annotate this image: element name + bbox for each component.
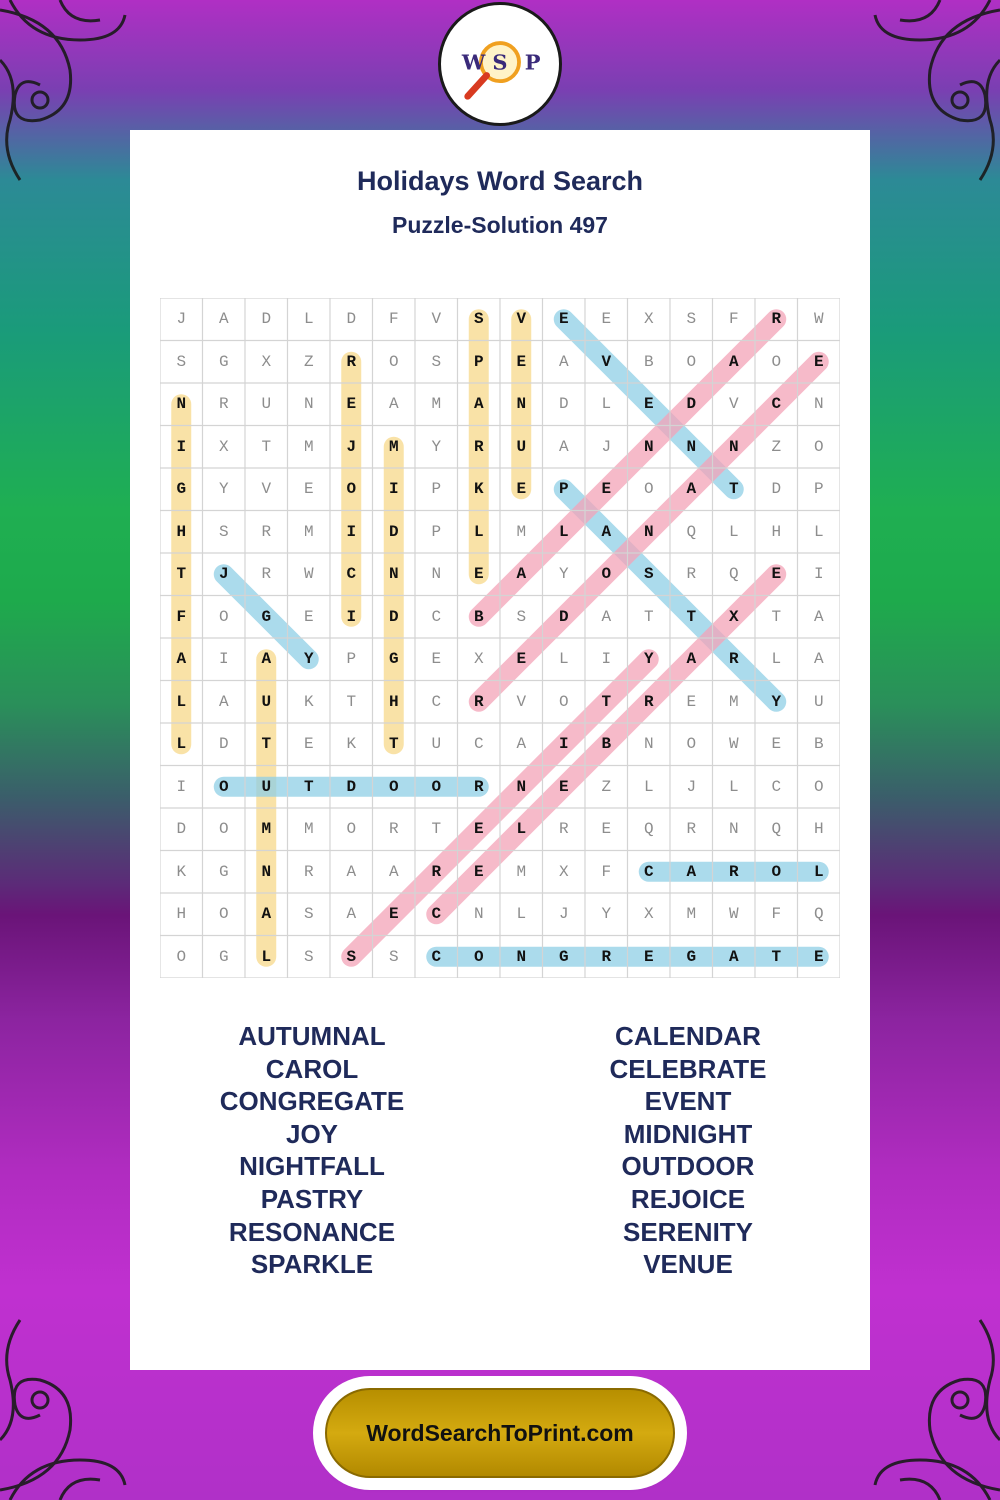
grid-cell[interactable]: T [261, 437, 272, 456]
grid-cell[interactable]: O [601, 565, 612, 584]
grid-cell[interactable]: Z [303, 352, 314, 371]
grid-cell[interactable]: R [473, 437, 484, 456]
grid-cell[interactable]: N [643, 437, 654, 456]
grid-cell[interactable]: S [346, 947, 357, 966]
grid-cell[interactable]: V [601, 352, 612, 371]
grid-cell[interactable]: S [218, 522, 229, 541]
grid-cell[interactable]: N [516, 947, 527, 966]
grid-cell[interactable]: R [473, 777, 484, 796]
grid-cell[interactable]: N [303, 395, 314, 414]
grid-cell[interactable]: G [558, 947, 569, 966]
grid-cell[interactable]: Q [686, 522, 697, 541]
grid-cell[interactable]: W [813, 310, 824, 329]
grid-cell[interactable]: D [176, 820, 187, 839]
grid-cell[interactable]: N [473, 905, 484, 924]
grid-cell[interactable]: O [218, 777, 229, 796]
grid-cell[interactable]: O [218, 820, 229, 839]
grid-cell[interactable]: R [558, 820, 569, 839]
grid-cell[interactable]: C [771, 777, 782, 796]
grid-cell[interactable]: F [176, 607, 187, 626]
grid-cell[interactable]: R [473, 692, 484, 711]
grid-cell[interactable]: O [686, 352, 697, 371]
grid-cell[interactable]: L [261, 947, 272, 966]
grid-cell[interactable]: L [601, 395, 612, 414]
word-list-item: CONGREGATE [219, 1086, 405, 1117]
grid-cell[interactable]: D [261, 310, 272, 329]
grid-cell[interactable]: C [431, 607, 442, 626]
grid-cell[interactable]: E [643, 947, 654, 966]
word-list-item: MIDNIGHT [623, 1118, 753, 1149]
grid-cell[interactable]: T [176, 565, 187, 584]
grid-cell[interactable]: L [558, 522, 569, 541]
grid-cell[interactable]: T [303, 777, 314, 796]
grid-cell[interactable]: L [728, 777, 739, 796]
grid-cell[interactable]: A [388, 862, 399, 881]
logo-letter-w: W [461, 49, 486, 75]
grid-cell[interactable]: U [261, 777, 272, 796]
grid-cell[interactable]: A [346, 862, 357, 881]
grid-cell[interactable]: J [601, 437, 612, 456]
grid-cell[interactable]: Z [601, 777, 612, 796]
grid-cell[interactable]: D [558, 607, 569, 626]
grid-cell[interactable]: M [431, 395, 442, 414]
grid-cell[interactable]: E [516, 650, 527, 669]
grid-cell[interactable]: R [388, 820, 399, 839]
grid-cell[interactable]: U [516, 437, 527, 456]
grid-cell[interactable]: O [176, 947, 187, 966]
grid-cell[interactable]: A [813, 607, 824, 626]
grid-cell[interactable]: A [218, 692, 229, 711]
grid-cell[interactable]: N [728, 437, 739, 456]
grid-cell[interactable]: V [728, 395, 739, 414]
grid-cell[interactable]: S [388, 947, 399, 966]
grid-cell[interactable]: E [303, 735, 314, 754]
grid-cell[interactable]: Y [601, 905, 612, 924]
grid-cell[interactable]: G [261, 607, 272, 626]
grid-cell[interactable]: O [771, 862, 782, 881]
grid-cell[interactable]: N [728, 820, 739, 839]
grid-cell[interactable]: R [303, 862, 314, 881]
grid-cell[interactable]: T [771, 607, 782, 626]
grid-cell[interactable]: I [176, 437, 187, 456]
grid-cell[interactable]: X [728, 607, 739, 626]
grid-cell[interactable]: O [813, 777, 824, 796]
grid-cell[interactable]: R [261, 522, 272, 541]
grid-cell[interactable]: U [261, 692, 272, 711]
grid-cell[interactable]: P [346, 650, 357, 669]
grid-cell[interactable]: T [388, 735, 399, 754]
grid-cell[interactable]: I [346, 522, 357, 541]
grid-cell[interactable]: Y [643, 650, 654, 669]
grid-cell[interactable]: S [686, 310, 697, 329]
grid-cell[interactable]: A [686, 650, 697, 669]
grid-cell[interactable]: M [388, 437, 399, 456]
grid-cell[interactable]: Y [771, 692, 782, 711]
grid-cell[interactable]: D [346, 310, 357, 329]
grid-cell[interactable]: W [728, 735, 739, 754]
grid-cell[interactable]: F [388, 310, 399, 329]
grid-cell[interactable]: E [771, 565, 782, 584]
grid-cell[interactable]: T [728, 480, 739, 499]
grid-cell[interactable]: X [643, 310, 654, 329]
grid-cell[interactable]: Q [728, 565, 739, 584]
grid-cell[interactable]: A [558, 437, 569, 456]
grid-cell[interactable]: O [388, 777, 399, 796]
grid-cell[interactable]: R [346, 352, 357, 371]
grid-cell[interactable]: Q [771, 820, 782, 839]
grid-cell[interactable]: F [728, 310, 739, 329]
grid-cell[interactable]: R [771, 310, 782, 329]
grid-cell[interactable]: C [346, 565, 357, 584]
grid-cell[interactable]: H [176, 522, 187, 541]
grid-cell[interactable]: E [601, 480, 612, 499]
grid-cell[interactable]: A [218, 310, 229, 329]
grid-cell[interactable]: N [516, 395, 527, 414]
grid-cell[interactable]: G [218, 947, 229, 966]
grid-cell[interactable]: E [813, 352, 824, 371]
grid-cell[interactable]: A [261, 905, 272, 924]
grid-cell[interactable]: I [346, 607, 357, 626]
grid-cell[interactable]: L [516, 820, 527, 839]
grid-cell[interactable]: I [218, 650, 229, 669]
grid-cell[interactable]: H [813, 820, 824, 839]
grid-cell[interactable]: A [601, 607, 612, 626]
grid-cell[interactable]: V [261, 480, 272, 499]
word-list-item: NIGHTFALL [239, 1151, 385, 1182]
grid-cell[interactable]: L [813, 862, 824, 881]
grid-cell[interactable]: E [771, 735, 782, 754]
grid-cell[interactable]: X [643, 905, 654, 924]
grid-cell[interactable]: O [473, 947, 484, 966]
grid-cell[interactable]: P [558, 480, 569, 499]
grid-cell[interactable]: J [346, 437, 357, 456]
grid-cell[interactable]: L [303, 310, 314, 329]
grid-cell[interactable]: A [516, 735, 527, 754]
grid-cell[interactable]: N [686, 437, 697, 456]
grid-cell[interactable]: X [261, 352, 272, 371]
grid-cell[interactable]: G [176, 480, 187, 499]
word-list-item: AUTUMNAL [238, 1021, 386, 1051]
grid-cell[interactable]: P [431, 480, 442, 499]
grid-cell[interactable]: R [643, 692, 654, 711]
grid-cell[interactable]: M [516, 862, 527, 881]
grid-cell[interactable]: N [643, 522, 654, 541]
grid-cell[interactable]: P [813, 480, 824, 499]
grid-cell[interactable]: R [261, 565, 272, 584]
grid-cell[interactable]: T [601, 692, 612, 711]
wsp-logo[interactable] [438, 2, 562, 126]
grid-cell[interactable]: M [261, 820, 272, 839]
grid-cell[interactable]: L [176, 692, 187, 711]
grid-cell[interactable]: S [643, 565, 654, 584]
grid-cell[interactable]: T [771, 947, 782, 966]
logo-letter-p: P [524, 49, 541, 75]
grid-cell[interactable]: M [303, 437, 314, 456]
grid-cell[interactable]: N [431, 565, 442, 584]
grid-cell[interactable]: T [261, 735, 272, 754]
grid-cell[interactable]: R [686, 565, 697, 584]
grid-cell[interactable]: E [388, 905, 399, 924]
website-button[interactable]: WordSearchToPrint.com [325, 1388, 675, 1478]
grid-cell[interactable]: L [558, 650, 569, 669]
grid-cell[interactable]: E [601, 820, 612, 839]
grid-cell[interactable]: X [218, 437, 229, 456]
grid-cell[interactable]: T [643, 607, 654, 626]
word-list-item: CELEBRATE [609, 1053, 767, 1084]
grid-cell[interactable]: E [558, 310, 569, 329]
grid-cell[interactable]: A [473, 395, 484, 414]
word-list-item: JOY [285, 1118, 339, 1149]
word-list-item: CAROL [265, 1053, 359, 1084]
grid-cell[interactable]: L [728, 522, 739, 541]
grid-cell[interactable]: L [473, 522, 484, 541]
grid-cell[interactable]: R [218, 395, 229, 414]
grid-cell[interactable]: E [813, 947, 824, 966]
grid-cell[interactable]: H [771, 522, 782, 541]
grid-cell[interactable]: A [516, 565, 527, 584]
grid-cell[interactable]: N [176, 395, 187, 414]
grid-cell[interactable]: P [431, 522, 442, 541]
grid-cell[interactable]: D [346, 777, 357, 796]
grid-cell[interactable]: D [388, 522, 399, 541]
grid-cell[interactable]: O [346, 820, 357, 839]
grid-cell[interactable]: E [516, 352, 527, 371]
grid-cell[interactable]: U [431, 735, 442, 754]
grid-cell[interactable]: C [771, 395, 782, 414]
grid-cell[interactable]: P [473, 352, 484, 371]
word-list-item: CALENDAR [615, 1021, 761, 1051]
grid-cell[interactable]: D [218, 735, 229, 754]
word-list-item: RESONANCE [228, 1216, 396, 1247]
grid-cell[interactable]: B [643, 352, 654, 371]
grid-cell[interactable]: D [558, 395, 569, 414]
grid-cell[interactable]: M [686, 905, 697, 924]
grid-cell[interactable]: G [218, 352, 229, 371]
word-list-item: OUTDOOR [621, 1151, 755, 1182]
grid-cell[interactable]: I [388, 480, 399, 499]
grid-cell[interactable]: G [218, 862, 229, 881]
grid-cell[interactable]: R [728, 862, 739, 881]
grid-cell[interactable]: W [728, 905, 739, 924]
grid-cell[interactable]: X [558, 862, 569, 881]
grid-cell[interactable]: A [601, 522, 612, 541]
grid-cell[interactable]: F [771, 905, 782, 924]
grid-cell[interactable]: O [431, 777, 442, 796]
grid-cell[interactable]: I [558, 735, 569, 754]
grid-cell[interactable]: O [643, 480, 654, 499]
grid-cell[interactable]: K [303, 692, 314, 711]
grid-cell[interactable]: U [813, 692, 824, 711]
grid-cell[interactable]: A [728, 947, 739, 966]
grid-cell[interactable]: U [261, 395, 272, 414]
word-list-item: SPARKLE [250, 1249, 374, 1280]
puzzle-card [130, 130, 870, 1370]
grid-cell[interactable]: S [303, 947, 314, 966]
grid-cell[interactable]: J [176, 310, 187, 329]
grid-cell[interactable]: V [431, 310, 442, 329]
grid-cell[interactable]: A [388, 395, 399, 414]
grid-cell[interactable]: N [388, 565, 399, 584]
grid-cell[interactable]: B [601, 735, 612, 754]
grid-cell[interactable]: M [516, 522, 527, 541]
grid-cell[interactable]: E [473, 862, 484, 881]
grid-cell[interactable]: Y [558, 565, 569, 584]
grid-cell[interactable]: T [346, 692, 357, 711]
grid-cell[interactable]: E [473, 820, 484, 839]
word-list-item: VENUE [643, 1249, 733, 1280]
grid-cell[interactable]: S [473, 310, 484, 329]
grid-cell[interactable]: Y [218, 480, 229, 499]
word-grid [160, 298, 840, 978]
grid-cell[interactable]: O [686, 735, 697, 754]
grid-cell[interactable]: E [473, 565, 484, 584]
grid-cell[interactable]: C [473, 735, 484, 754]
grid-cell[interactable]: N [643, 735, 654, 754]
grid-cell[interactable]: L [516, 905, 527, 924]
grid-cell[interactable]: T [686, 607, 697, 626]
logo-letter-s: S [492, 49, 508, 75]
grid-cell[interactable]: C [431, 692, 442, 711]
grid-cell[interactable]: O [813, 437, 824, 456]
grid-cell[interactable]: O [388, 352, 399, 371]
grid-cell[interactable]: H [176, 905, 187, 924]
grid-cell[interactable]: C [431, 947, 442, 966]
grid-cell[interactable]: X [473, 650, 484, 669]
grid-cell[interactable]: E [516, 480, 527, 499]
grid-cell[interactable]: R [686, 820, 697, 839]
grid-cell[interactable]: J [558, 905, 569, 924]
grid-cell[interactable]: G [686, 947, 697, 966]
magnifier-logo-icon [441, 5, 559, 123]
page-title: Holidays Word Search [356, 166, 644, 196]
grid-cell[interactable]: Y [431, 437, 442, 456]
grid-cell[interactable]: E [431, 650, 442, 669]
grid-cell[interactable]: O [346, 480, 357, 499]
grid-cell[interactable]: B [813, 735, 824, 754]
grid-cell[interactable]: E [303, 607, 314, 626]
grid-cell[interactable]: K [176, 862, 187, 881]
grid-cell[interactable]: L [176, 735, 187, 754]
grid-cell[interactable]: A [176, 650, 187, 669]
grid-cell[interactable]: V [516, 310, 527, 329]
grid-cell[interactable]: A [558, 352, 569, 371]
grid-cell[interactable]: Y [303, 650, 314, 669]
grid-cell[interactable]: A [346, 905, 357, 924]
grid-cell[interactable]: M [303, 522, 314, 541]
grid-cell[interactable]: I [176, 777, 187, 796]
grid-cell[interactable]: F [601, 862, 612, 881]
word-list-right [538, 1020, 838, 1281]
grid-cell[interactable]: M [728, 692, 739, 711]
grid-cell[interactable]: L [643, 777, 654, 796]
word-list-item: EVENT [644, 1086, 732, 1117]
grid-cell[interactable]: L [771, 650, 782, 669]
grid-cell[interactable]: Q [643, 820, 654, 839]
grid-cell[interactable]: E [686, 692, 697, 711]
word-list-item: REJOICE [630, 1183, 746, 1214]
grid-cell[interactable]: A [261, 650, 272, 669]
grid-cell[interactable]: V [516, 692, 527, 711]
grid-cell[interactable]: E [346, 395, 357, 414]
grid-cell[interactable]: W [303, 565, 314, 584]
grid-cell[interactable]: D [686, 395, 697, 414]
grid-cell[interactable]: S [176, 352, 187, 371]
grid-cell[interactable]: E [601, 310, 612, 329]
grid-cell[interactable]: C [431, 905, 442, 924]
grid-cell[interactable]: R [728, 650, 739, 669]
grid-cell[interactable]: T [431, 820, 442, 839]
grid-cell[interactable]: I [813, 565, 824, 584]
grid-cell[interactable]: L [813, 522, 824, 541]
grid-cell[interactable]: G [388, 650, 399, 669]
grid-cell[interactable]: A [686, 480, 697, 499]
grid-cell[interactable]: Q [813, 905, 824, 924]
grid-cell[interactable]: I [601, 650, 612, 669]
grid-cell[interactable]: K [473, 480, 484, 499]
grid-cell[interactable]: O [218, 905, 229, 924]
grid-cell[interactable]: O [218, 607, 229, 626]
grid-cell[interactable]: A [686, 862, 697, 881]
grid-cell[interactable]: R [601, 947, 612, 966]
grid-cell[interactable]: H [388, 692, 399, 711]
grid-cell[interactable]: S [431, 352, 442, 371]
grid-cell[interactable]: N [813, 395, 824, 414]
grid-cell[interactable]: A [728, 352, 739, 371]
grid-cell[interactable]: J [218, 565, 229, 584]
grid-cell[interactable]: E [558, 777, 569, 796]
word-list-item: PASTRY [260, 1183, 364, 1214]
grid-cell[interactable]: R [431, 862, 442, 881]
grid-cell[interactable]: S [516, 607, 527, 626]
page-subtitle: Puzzle-Solution 497 [392, 212, 608, 238]
grid-cell[interactable]: A [813, 650, 824, 669]
grid-cell[interactable]: Z [771, 437, 782, 456]
grid-cell[interactable]: S [303, 905, 314, 924]
grid-cell[interactable]: N [516, 777, 527, 796]
grid-cell[interactable]: M [303, 820, 314, 839]
grid-cell[interactable]: J [686, 777, 697, 796]
grid-cell[interactable]: O [771, 352, 782, 371]
grid-cell[interactable]: K [346, 735, 357, 754]
word-list-item: SERENITY [622, 1216, 754, 1247]
grid-cell[interactable]: C [643, 862, 654, 881]
grid-cell[interactable]: D [388, 607, 399, 626]
grid-cell[interactable]: D [771, 480, 782, 499]
word-list-left [162, 1020, 462, 1281]
grid-cell[interactable]: E [303, 480, 314, 499]
grid-cell[interactable]: N [261, 862, 272, 881]
grid-cell[interactable]: B [473, 607, 484, 626]
grid-cell[interactable]: O [558, 692, 569, 711]
grid-cell[interactable]: E [643, 395, 654, 414]
